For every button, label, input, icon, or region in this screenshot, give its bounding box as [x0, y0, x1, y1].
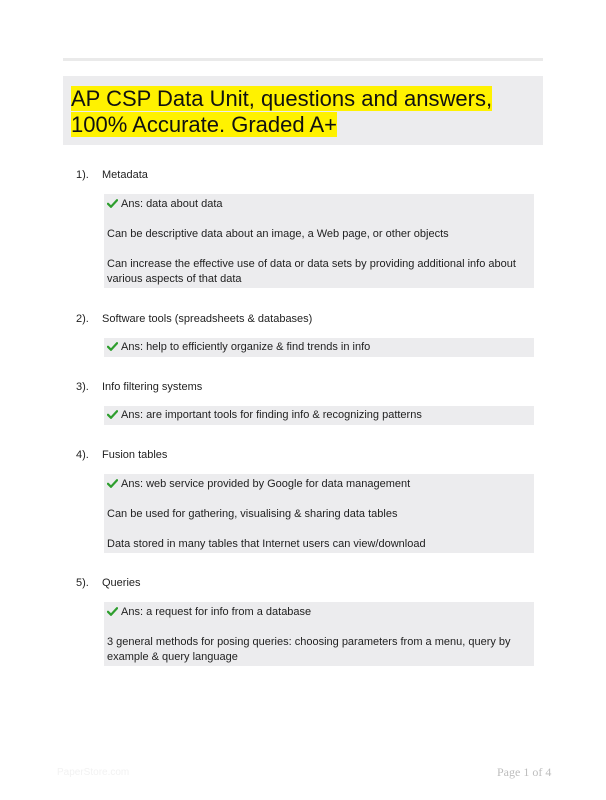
check-icon	[107, 479, 118, 488]
question-term: Software tools (spreadsheets & databases)	[102, 313, 313, 325]
answer-text: Ans: data about data	[121, 198, 223, 210]
top-divider	[63, 58, 543, 61]
answer-line	[107, 605, 528, 620]
check-icon	[107, 410, 118, 419]
question-number: 4).	[76, 449, 89, 461]
answer-box	[104, 194, 534, 288]
answer-box	[104, 602, 534, 666]
check-icon	[107, 342, 118, 351]
title-banner	[63, 76, 543, 145]
detail-line: example & query language	[107, 651, 238, 663]
question-term: Fusion tables	[102, 449, 168, 461]
detail-line: Can be used for gathering, visualising & sharing data tables	[107, 508, 398, 520]
question-number: 5).	[76, 577, 89, 589]
answer-text: Ans: help to efficiently organize & find trends in info	[121, 341, 371, 353]
question-number: 1).	[76, 169, 89, 181]
answer-box	[104, 406, 534, 425]
question-number: 3).	[76, 381, 89, 393]
answer-line	[107, 197, 528, 212]
answer-box	[104, 474, 534, 553]
answer-line	[107, 340, 528, 355]
question-number: 2).	[76, 313, 89, 325]
check-icon	[107, 199, 118, 208]
page-title-text: AP CSP Data Unit, questions and answers, 100% Accurate. Graded A+	[71, 86, 493, 137]
detail-line: various aspects of that data	[107, 273, 242, 285]
detail-line: Can be descriptive data about an image, a Web page, or other objects	[107, 228, 449, 240]
page-title	[71, 86, 533, 138]
answer-text: Ans: web service provided by Google for data management	[121, 478, 411, 490]
footer-watermark: PaperStore.com	[57, 767, 130, 778]
answer-text: Ans: are important tools for finding info & recognizing patterns	[121, 409, 422, 421]
answer-text: Ans: a request for info from a database	[121, 606, 312, 618]
answer-line	[107, 477, 528, 492]
page-number: Page 1 of 4	[497, 765, 552, 779]
question-term: Metadata	[102, 169, 148, 181]
question-term: Queries	[102, 577, 141, 589]
answer-line	[107, 408, 528, 423]
detail-line: Can increase the effective use of data or data sets by providing additional info about	[107, 258, 516, 270]
detail-line: Data stored in many tables that Internet users can view/download	[107, 538, 426, 550]
answer-box	[104, 338, 534, 357]
question-term: Info filtering systems	[102, 381, 203, 393]
check-icon	[107, 607, 118, 616]
detail-line: 3 general methods for posing queries: choosing parameters from a menu, query by	[107, 636, 511, 648]
